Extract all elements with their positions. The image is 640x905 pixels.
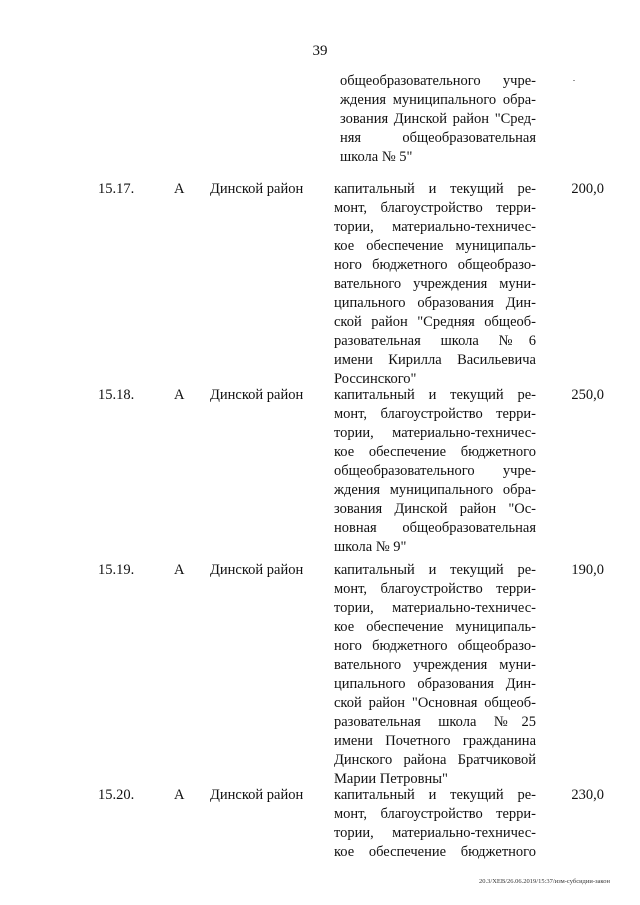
row-number: 15.17. <box>98 181 135 197</box>
description-line: общеобразовательного учре- <box>340 73 536 89</box>
description-line: школа № 9" <box>334 539 407 555</box>
description-line: ного бюджетного общеобразо- <box>334 257 536 273</box>
description-line: капитальный и текущий ре- <box>334 562 536 578</box>
description-line: монт, благоустройство терри- <box>334 581 536 597</box>
row-municipality: Динской район <box>210 387 304 403</box>
description-line: ципального образования Дин- <box>334 676 536 692</box>
row-number: 15.18. <box>98 387 135 403</box>
description-line: имени Кирилла Васильевича <box>334 352 536 368</box>
description-line: имени Почетного гражданина <box>334 733 536 749</box>
description-line: кое обеспечение муниципаль- <box>334 238 536 254</box>
row-number: 15.19. <box>98 562 135 578</box>
description-line: ждения муниципального обра- <box>340 92 536 108</box>
row-municipality: Динской район <box>210 181 304 197</box>
description-line: тории, материально-техничес- <box>334 425 536 441</box>
description-line: вательного учреждения муни- <box>334 276 536 292</box>
row-amount: 230,0 <box>571 787 604 803</box>
row-amount: 200,0 <box>571 181 604 197</box>
description-line: ждения муниципального обра- <box>334 482 536 498</box>
row-number: 15.20. <box>98 787 135 803</box>
page-number: 39 <box>312 43 328 59</box>
description-line: общеобразовательного учре- <box>334 463 536 479</box>
description-line: ного бюджетного общеобразо- <box>334 638 536 654</box>
row-municipality: Динской район <box>210 562 304 578</box>
description-line: зования Динской район "Ос- <box>334 501 536 517</box>
description-line: новная общеобразовательная <box>334 520 536 536</box>
description-line: Марии Петровны" <box>334 771 448 787</box>
description-line: кое обеспечение бюджетного <box>334 444 536 460</box>
description-line: монт, благоустройство терри- <box>334 806 536 822</box>
row-category: А <box>174 387 185 403</box>
document-footer-code: 20.3/ХЕВ/26.06.2019/15:37/изм-субсидии-закон <box>479 878 610 885</box>
description-line: капитальный и текущий ре- <box>334 787 536 803</box>
description-line: кое обеспечение муниципаль- <box>334 619 536 635</box>
row-municipality: Динской район <box>210 787 304 803</box>
description-line: монт, благоустройство терри- <box>334 200 536 216</box>
row-description <box>334 386 536 557</box>
row-description <box>334 786 536 862</box>
row-category: А <box>174 181 185 197</box>
description-line: вательного учреждения муни- <box>334 657 536 673</box>
description-line: зования Динской район "Сред- <box>340 111 536 127</box>
description-line: монт, благоустройство терри- <box>334 406 536 422</box>
row-category: А <box>174 562 185 578</box>
row-description <box>334 561 536 789</box>
description-line: капитальный и текущий ре- <box>334 387 536 403</box>
description-line: Динского района Братчиковой <box>334 752 536 768</box>
description-line: няя общеобразовательная <box>340 130 536 146</box>
continued-description <box>340 72 536 167</box>
row-description <box>334 180 536 389</box>
row-amount: 190,0 <box>571 562 604 578</box>
description-line: тории, материально-техничес- <box>334 219 536 235</box>
description-line: разовательная школа №6 <box>334 333 536 349</box>
description-line: разовательная школа №25 <box>334 714 536 730</box>
row-amount: 250,0 <box>571 387 604 403</box>
scan-speck <box>573 80 575 81</box>
description-line: школа № 5" <box>340 149 413 165</box>
description-line: Россинского" <box>334 371 417 387</box>
description-line: тории, материально-техничес- <box>334 600 536 616</box>
description-line: капитальный и текущий ре- <box>334 181 536 197</box>
description-line: ской район "Основная общеоб- <box>334 695 536 711</box>
description-line: ципального образования Дин- <box>334 295 536 311</box>
description-line: ской район "Средняя общеоб- <box>334 314 536 330</box>
description-line: кое обеспечение бюджетного <box>334 844 536 860</box>
description-line: тории, материально-техничес- <box>334 825 536 841</box>
row-category: А <box>174 787 185 803</box>
